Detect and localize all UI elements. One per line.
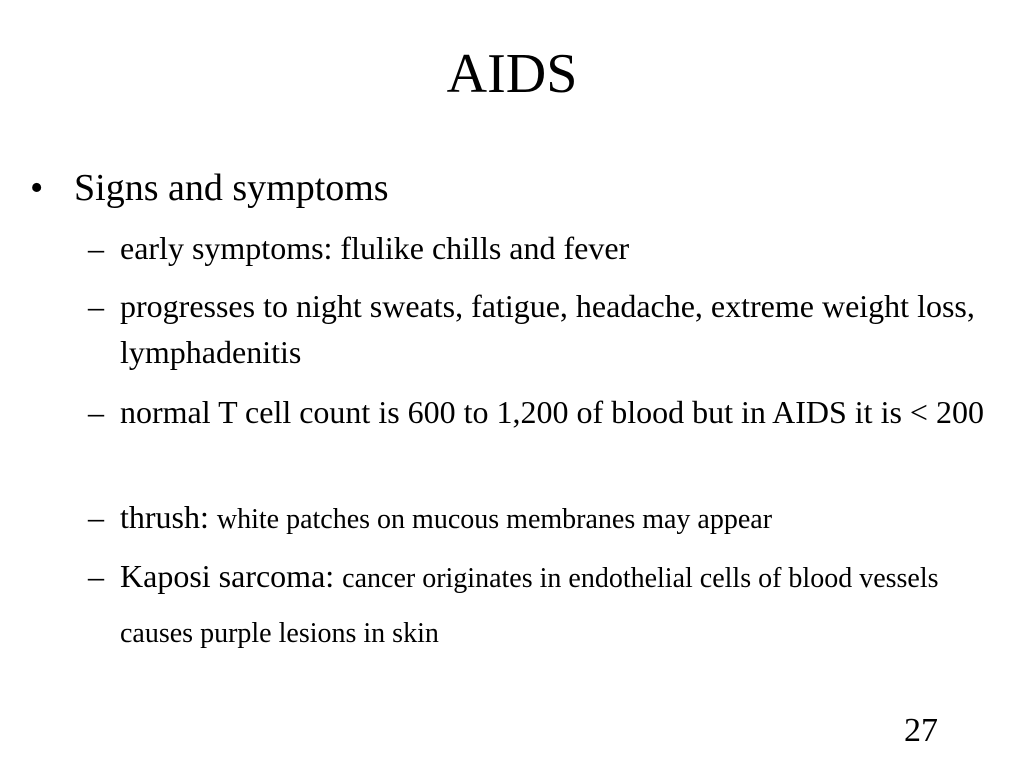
subitem-lead: normal T cell count is 600 to 1,200 of blood but in AIDS it is < 200 [120,394,984,430]
dash-marker: – [88,230,104,266]
subitem-text [120,225,988,271]
subitem-text [120,550,988,660]
dash-marker: – [88,499,104,535]
subitem-kaposi-sarcoma [88,550,988,660]
subitem-lead: progresses to night sweats, fatigue, headache, extreme weight loss, lymphadenitis [120,288,975,370]
subitem-detail: cancer originates in endothelial cells of blood vessels causes purple lesions in skin [120,563,939,649]
subitem-lead: Kaposi sarcoma: [120,558,343,594]
subitem-t-cell-count [88,389,988,435]
subitem-thrush [88,494,988,543]
subitem-early-symptoms [88,225,988,271]
subitem-text [120,494,988,543]
subitem-lead: early symptoms: flulike chills and fever [120,230,630,266]
page-number: 27 [904,712,938,749]
subitem-text [120,283,988,375]
subitem-lead: thrush: [120,499,217,535]
subitem-text [120,389,988,435]
bullet-marker: • [30,167,44,209]
slide-title: AIDS [446,43,578,105]
subitem-detail: white patches on mucous membranes may appear [216,504,773,535]
subitem-progression [88,283,988,375]
dash-marker: – [88,288,104,324]
bullet-signs-and-symptoms [30,162,389,214]
bullet-text: Signs and symptoms [74,167,389,209]
dash-marker: – [88,558,104,594]
dash-marker: – [88,394,104,430]
